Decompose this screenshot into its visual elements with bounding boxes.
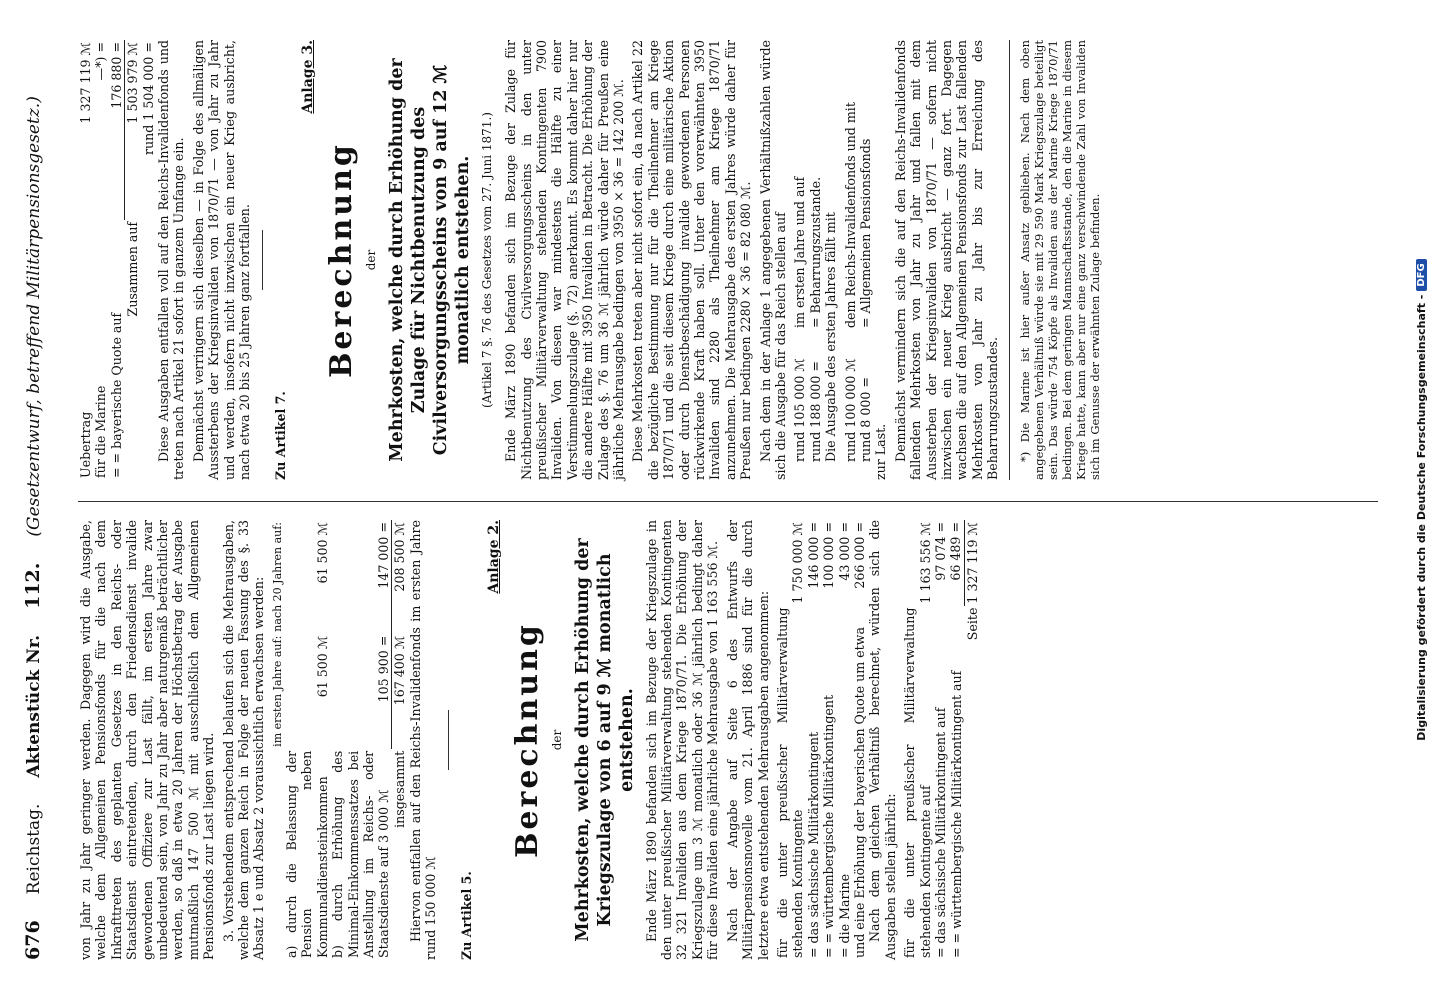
body-paragraph: Demnächst verringern sich dieselben — in Folge des allmäligen Aussterbens der Kriegsinvaliden von 1870/71 — von Jahr zu Jahr und werden, insofern nicht inzwischen ein neuer Krieg ausbricht, nach etwa 20 bis 25 Jahren ganz fortfallen. xyxy=(190,40,253,480)
row-label: b) durch Erhöhung des Minimal-Einkommenssatzes bei Anstellung im Reichs- oder Staatsdienste auf 3 000 ℳ xyxy=(330,750,392,958)
row-value: rund 8 000 = xyxy=(858,377,874,462)
row-value: rund 105 000 ℳ xyxy=(792,358,808,462)
total-label: insgesammt xyxy=(392,750,408,828)
total-value: 1 503 979 ℳ xyxy=(125,40,141,220)
table-row xyxy=(852,520,867,960)
section-label: Aktenstück Nr. xyxy=(24,634,44,778)
body-paragraph: Demnächst vermindern sich die auf den Reichs-Invalidenfonds fallenden Mehrkosten von Jahr zu Jahr und fallen mit dem Aussterben der Kriegsinvaliden von 1870/71 — sofern nicht inzwischen ein neuer Krieg ausbricht — ganz fort. Dagegen wachsen die auf den Allgemeinen Pensionsfonds zur Last fallenden Mehrkosten von Jahr zu Jahr bis zur Erreichung des Beharrungszustandes. xyxy=(892,40,1001,480)
footnote-rule xyxy=(1009,40,1010,480)
body-paragraph: zur Last. xyxy=(873,423,889,480)
section-subtitle: Mehrkosten, welche durch Erhöhung der Kriegszulage von 6 auf 9 ℳ monatlich entstehen. xyxy=(572,538,637,942)
total-value: 208 500 ℳ xyxy=(392,520,408,634)
footnote: *) Die Marine ist hier außer Ansatz geblieben. Nach dem oben angegebenen Verhältniß würde sie mit 29 590 Mark Kriegszulage beteiligt sein. Das würde 754 Köpfe als Invaliden aus der Marine Kriege 1870/71 bedingen. Bei dem geringen Mannschaftsstande, den die Marine in diesem Kriege hatte, kann aber nur eine ganz verschwindende Zahl von Invaliden sich im Genusse der erwähnten Zulage befinden. xyxy=(1017,40,1102,480)
annex-label: Anlage 2. xyxy=(485,520,502,594)
row-value: 1 163 556 ℳ xyxy=(917,522,933,604)
row-value: 61 500 ℳ xyxy=(314,522,330,584)
row-value: 176 880 = xyxy=(108,42,124,109)
body-paragraph: Diese Mehrkosten treten aber nicht sofort ein, da nach Artikel 22 die bezügliche Bestimmung nur für die Theilnehmer am Kriege 1870/71 und die seit diesem Kriege durch eine militärische Aktion oder durch Dienstbeschädigung invalide gewordenen Personen rückwirkende Kraft haben soll. Unter den vorerwähnten 3950 Invaliden sind 2280 als Theilnehmer am Kriege 1870/71 anzunehmen. Die Mehrausgabe des ersten Jahres würde daher für Preußen nur bedingen 2280 × 36 = 82 080 ℳ. xyxy=(630,40,754,480)
row-value: rund 188 000 = xyxy=(807,361,823,462)
table-row xyxy=(93,40,108,480)
row-value: 97 074 = xyxy=(932,522,948,581)
row-value: 61 500 ℳ xyxy=(314,635,330,698)
cost-table-1 xyxy=(271,520,408,960)
table-row xyxy=(330,520,392,960)
section-subnote: (Artikel 7 §. 76 des Gesetzes vom 27. Juni 1871.) xyxy=(479,112,494,408)
row-label: im ersten Jahre und auf xyxy=(792,176,808,328)
cost-table-2 xyxy=(775,520,867,960)
table-row xyxy=(284,520,330,960)
table-row xyxy=(948,520,964,960)
row-value: 66 489 = xyxy=(948,522,964,581)
row-label: a) durch die Belassung der Pension neben Kommunaldiensteinkommen xyxy=(283,750,330,958)
body-paragraph: Nach der Angabe auf Seite 6 des Entwurfs der Militärpensionsnovelle vom 21. April 1886 sind für die durch letztere etwa entstehenden Mehrausgaben angenommen: xyxy=(724,520,771,960)
row-label: = Allgemeinen Pensionsfonds xyxy=(858,138,874,328)
total-value: 167 400 ℳ xyxy=(392,634,408,749)
publication-name: Reichstag. xyxy=(24,803,44,895)
left-column xyxy=(78,520,980,960)
page-number: 676 xyxy=(22,920,44,960)
row-label: für die unter preußischer Militärverwaltung stehenden Kontingente xyxy=(774,607,806,958)
row-value: 43 000 = xyxy=(836,522,852,581)
table-row xyxy=(933,520,948,960)
document-subject: (Gesetzentwurf, betreffend Militärpensionsgesetz.) xyxy=(24,96,44,537)
row-label: = die Marine xyxy=(836,873,852,958)
table-row xyxy=(858,40,873,480)
row-label: = = württembergische Militärkontingent auf xyxy=(948,670,964,958)
row-label: = = württembergische Militärkontingent xyxy=(821,694,837,958)
row-value: —*) = xyxy=(93,42,109,81)
section-title: Berechnung xyxy=(510,622,546,858)
row-value: 1 750 000 ℳ xyxy=(790,522,806,604)
right-column xyxy=(78,40,1106,480)
row-value: 1 327 119 ℳ xyxy=(78,42,93,124)
table-total-row xyxy=(392,520,408,960)
row-label: = Beharrungszustande. xyxy=(807,176,823,328)
total-value: 1 327 119 ℳ xyxy=(964,522,980,604)
cost-table-5 xyxy=(792,40,823,480)
dfg-logo-badge: DFG xyxy=(1416,259,1427,290)
title-connector: der xyxy=(364,249,379,271)
body-paragraph: Die Ausgabe des ersten Jahres fällt mit xyxy=(823,212,839,462)
table-row xyxy=(806,520,821,960)
table-total-row xyxy=(125,40,141,480)
body-paragraph: Diese Ausgaben entfallen voll auf den Reichs-Invalidenfonds und treten nach Artikel 21 sofort in ganzem Umfange ein. xyxy=(156,40,187,480)
page-header xyxy=(22,40,56,960)
col-header-first-year: im ersten Jahre auf: xyxy=(270,635,284,747)
table-row xyxy=(821,520,836,960)
table-row xyxy=(792,40,807,480)
row-value: rund 100 000 ℳ xyxy=(842,358,858,462)
row-label: für die unter preußischer Militärverwaltung stehenden Kontingente auf xyxy=(902,607,933,958)
table-note: Hiervon entfallen auf den Reichs-Invalidenfonds im ersten Jahre rund 150 000 ℳ xyxy=(407,520,439,960)
credit-text: Digitalisierung gefördert durch die Deutsche Forschungsgemeinschaft - xyxy=(1414,294,1428,741)
section-rule xyxy=(448,710,449,770)
total-label: Zusammen auf xyxy=(125,221,141,317)
cost-table-6 xyxy=(843,40,874,480)
row-label: = das sächsische Militärkontingent xyxy=(805,731,821,958)
section-subtitle: Mehrkosten, welche durch Erhöhung der Zulage für Nichtbenutzung des Civilversorgungsscheins von 9 auf 12 ℳ monatlich entstehen. xyxy=(386,58,473,462)
row-value: 146 000 = xyxy=(805,522,821,589)
table-row xyxy=(775,520,806,960)
col-header-20-years: nach 20 Jahren auf: xyxy=(270,522,284,632)
intro-paragraph: von Jahr zu Jahr geringer werden. Dagegen wird die Ausgabe, welche dem Allgemeinen Pensionsfonds für die nach dem Inkrafttreten des geplanten Gesetzes in den Reichs- oder Staatsdienst eintretenden, durch den Friedensdienst invalide gewordenen Offiziere zur Last fällt, im ersten Jahre zwar unbedeutend sein, von Jahr zu Jahr aber naturgemäß beträchtlicher werden, so daß in etwa 20 Jahren der Höchstbetrag der Ausgabe mutmaßlich 147 500 ℳ mit ausschließlich dem Allgemeinen Pensionsfonds zur Last liegen wird. xyxy=(78,520,217,960)
table-total-row xyxy=(964,520,980,960)
row-label: für die Marine xyxy=(93,385,109,478)
document-number: 112. xyxy=(22,562,44,609)
row-value: 266 000 = xyxy=(851,522,867,589)
annex-label: Anlage 3. xyxy=(299,40,316,114)
title-connector: der xyxy=(550,729,565,751)
table-row xyxy=(78,40,93,480)
row-label: = das sächsische Militärkontingent auf xyxy=(932,707,948,958)
body-paragraph: Nach dem in der Anlage 1 angegebenen Verhältnißzahlen würde sich die Ausgabe für das Reich stellen auf xyxy=(757,40,788,480)
row-label: Uebertrag xyxy=(78,411,93,478)
body-paragraph: Ende März 1890 befanden sich im Bezuge der Zulage für Nichtbenutzung des Civilversorgungsscheins in den unter preußischer Militärverwaltung stehenden Kontingenten 7900 Invaliden. Von diesen war mindestens die Hälfte zu einer Verstümmelungszulage (§. 72) anerkannt. Es kommt daher hier nur die andere Hälfte mit 3950 Invaliden in Betracht. Die Erhöhung der Zulage des §. 76 um 36 ℳ jährlich würde daher für Preußen eine jährliche Mehrausgabe bedingen von 3950 × 36 = 142 200 ℳ. xyxy=(503,40,626,480)
paragraph-3: 3. Vorstehendem entsprechend belaufen sich die Mehrausgaben, welche dem ganzen Reich in Folge der neuen Fassung des §. 33 Absatz 1 e und Absatz 2 voraussichtlich erwachsen werden: xyxy=(220,520,267,960)
row-value: 147 000 = xyxy=(375,522,391,589)
article-label: Zu Artikel 5. xyxy=(459,871,475,960)
cost-table-4 xyxy=(78,40,156,480)
table-row xyxy=(902,520,933,960)
section-title: Berechnung xyxy=(324,142,360,378)
table-row xyxy=(109,40,125,480)
cost-table-3 xyxy=(902,520,980,960)
row-label: und eine Erhöhung der bayerischen Quote um etwa xyxy=(851,627,867,958)
digitization-credit xyxy=(1412,0,1430,1000)
rounded-total: rund 1 504 000 = xyxy=(140,42,156,155)
row-label: = = bayerische Quote auf xyxy=(109,312,125,478)
table-row xyxy=(837,520,852,960)
table-row xyxy=(808,40,823,480)
row-value: 105 900 = xyxy=(375,635,391,703)
row-label: dem Reichs-Invalidenfonds und mit xyxy=(842,102,858,328)
row-value: 100 000 = xyxy=(821,522,837,589)
table-row xyxy=(843,40,858,480)
table-row xyxy=(141,40,156,480)
total-label: Seite xyxy=(964,607,980,641)
section-rule xyxy=(262,230,263,290)
article-label: Zu Artikel 7. xyxy=(273,391,289,480)
column-divider xyxy=(78,501,1378,502)
body-paragraph: Nach dem gleichen Verhältniß berechnet, würden sich die Ausgaben stellen jährlich: xyxy=(867,520,898,960)
body-paragraph: Ende März 1890 befanden sich im Bezuge der Kriegszulage in den unter preußischer Militärverwaltung stehenden Kontingenten 32 321 Invaliden aus dem Kriege 1870/71. Die Erhöhung der Kriegszulage um 3 ℳ monatlich oder 36 ℳ jährlich bedingt daher für diese Invaliden eine jährliche Mehrausgabe von 1 163 556 ℳ. xyxy=(643,520,721,960)
